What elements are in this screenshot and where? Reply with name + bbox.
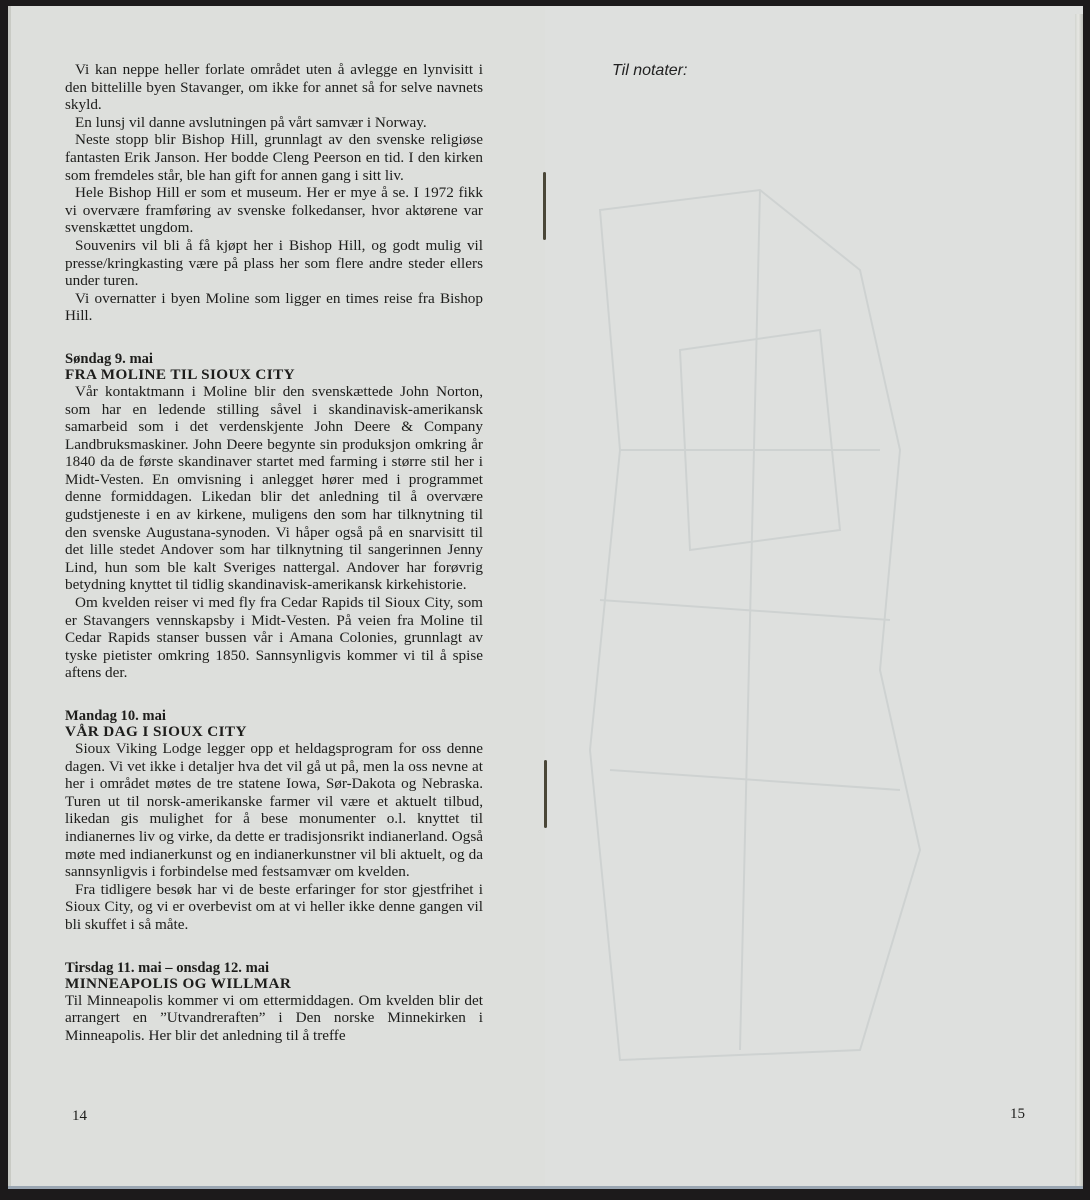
section-title: FRA MOLINE TIL SIOUX CITY — [65, 365, 295, 383]
page-number-left: 14 — [72, 1108, 87, 1124]
section-title: MINNEAPOLIS OG WILLMAR — [65, 974, 292, 992]
section-date: Søndag 9. mai — [65, 350, 153, 367]
paragraph: Til Minneapolis kommer vi om ettermiddagen. Om kvelden blir det arrangert en ”Utvandreraften” i Den norske Minnekirken i Minneapolis. Her blir det anledning til å treffe — [65, 991, 483, 1044]
section-title: VÅR DAG I SIOUX CITY — [65, 723, 247, 740]
paragraph: Souvenirs vil bli å få kjøpt her i Bishop Hill, og godt mulig vil presse/kringkasting være på plass her som flere andre steder ellers under turen. — [65, 236, 483, 290]
paragraph: Vår kontaktmann i Moline blir den svenskættede John Norton, som har en ledende stilling såvel i skandinavisk-amerikansk samarbeid som i det verdenskjente John Deere & Company Landbruksmaskiner. John Deere begynte sin produksjon omkring år 1840 da de første skandinaver startet med farming i større stil her i Midt-Vesten. En omvisning i anlegget hører med i programmet denne formiddagen. Likedan blir det anledning til å overvære gudstjeneste i en av kirkene, muligens den som har tilknytning til den svenske Augustana-synoden. Vi håper også på en snarvisitt til det lille stedet Andover som har tilknytning til sangerinnen Jenny Lind, hun som ble kalt Sveriges nattergal. Andover har forøvrig betydning knyttet til tidlig skandinavisk-amerikansk kirkehistorie. — [65, 382, 483, 594]
staple-bottom-icon — [544, 760, 547, 828]
paragraph: Neste stopp blir Bishop Hill, grunnlagt av den svenske religiøse fantasten Erik Janson. Her bodde Cleng Peerson en tid. I den kirken som fremdeles står, ble han gift for annen gang i sitt liv. — [65, 131, 483, 184]
paragraph: Sioux Viking Lodge legger opp et heldagsprogram for oss denne dagen. Vi vet ikke i detaljer hva det vil gå ut på, men la oss nevne at her i området møtes de tre statene Iowa, Sør-Dakota og Nebraska. Turen ut til norsk-amerikanske farmer vil være et aktuelt tilbud, likedan gis mulighet for å bese monumenter o.l. knyttet til indianernes liv og virke, da dette er tradisjonsrikt indianerland. Også møte med indianerkunst og en indianerkunstner vil bli aktuelt, og da sannsynligvis i forbindelse med festsamvær om kvelden. — [65, 740, 483, 881]
show-through-map-icon — [560, 150, 940, 1080]
section-date: Tirsdag 11. mai – onsdag 12. mai — [65, 959, 270, 976]
notes-heading: Til notater: — [612, 62, 688, 79]
staple-top-icon — [543, 172, 546, 240]
paragraph: En lunsj vil danne avslutningen på vårt samvær i Norway. — [75, 113, 427, 131]
paragraph: Vi overnatter i byen Moline som ligger en times reise fra Bishop Hill. — [65, 289, 483, 325]
page-number-right: 15 — [1010, 1106, 1025, 1122]
left-page-text — [65, 61, 483, 1044]
page-bottom-edge — [8, 1186, 1083, 1189]
page-edge — [1075, 14, 1083, 1189]
section-monday-10-may — [65, 708, 483, 934]
paragraph: Fra tidligere besøk har vi de beste erfaringer for stor gjestfrihet i Sioux City, og vi er overbevist om at vi heller ikke denne gangen vil bli skuffet i så måte. — [65, 880, 483, 933]
paragraph: Om kvelden reiser vi med fly fra Cedar Rapids til Sioux City, som er Stavangers vennskapsby i Midt-Vesten. På veien fra Moline til Cedar Rapids stanser bussen vår i Amana Colonies, grunnlagt av tyske pietister omkring 1850. Sannsynligvis kommer vi til å spise aftens der. — [65, 594, 483, 682]
paragraph: Hele Bishop Hill er som et museum. Her er mye å se. I 1972 fikk vi overvære framføring av svenske folkedanser, hvor aktørene var svenskættet ungdom. — [65, 184, 483, 237]
section-sunday-9-may — [65, 351, 483, 682]
paragraph: Vi kan neppe heller forlate området uten å avlegge en lynvisitt i den bittelille byen Stavanger, om ikke for annet så for selve navnets skyld. — [65, 61, 483, 114]
section-date: Mandag 10. mai — [65, 708, 166, 724]
section-tuesday-wednesday — [65, 960, 483, 1045]
